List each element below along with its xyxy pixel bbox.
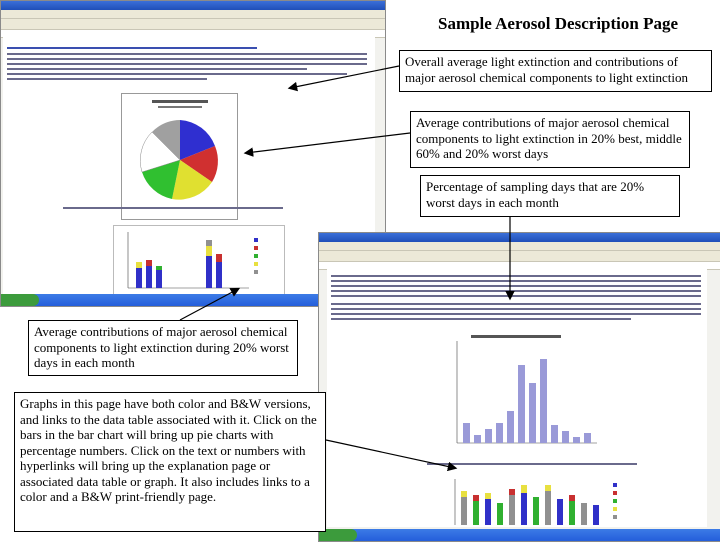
arrow-worst-days-month — [180, 289, 238, 320]
callout-graphs-info: Graphs in this page have both color and B&W versions, and links to the data table associated with it. Click on the bars in the bar chart will bring up pie charts with percentage numbers. Click on the text or numbers with hyperlinks will bring up the explanation page or associated data table or graph. It also includes links to a color and a B&W print-friendly page. — [14, 392, 326, 532]
arrow-graphs-info — [326, 440, 455, 468]
callout-overall-extinction: Overall average light extinction and contributions of major aerosol chemical components to light extinction — [399, 50, 712, 92]
callout-worst-days-month: Average contributions of major aerosol chemical components to light extinction during 20% worst days in each month — [28, 320, 298, 376]
callout-best-middle-worst: Average contributions of major aerosol chemical components to light extinction in 20% best, middle 60% and 20% worst days — [410, 111, 690, 168]
arrow-overall — [290, 66, 399, 88]
page-title: Sample Aerosol Description Page — [437, 14, 679, 33]
arrow-best-middle-worst — [246, 133, 410, 153]
callout-sampling-days: Percentage of sampling days that are 20% worst days in each month — [420, 175, 680, 217]
